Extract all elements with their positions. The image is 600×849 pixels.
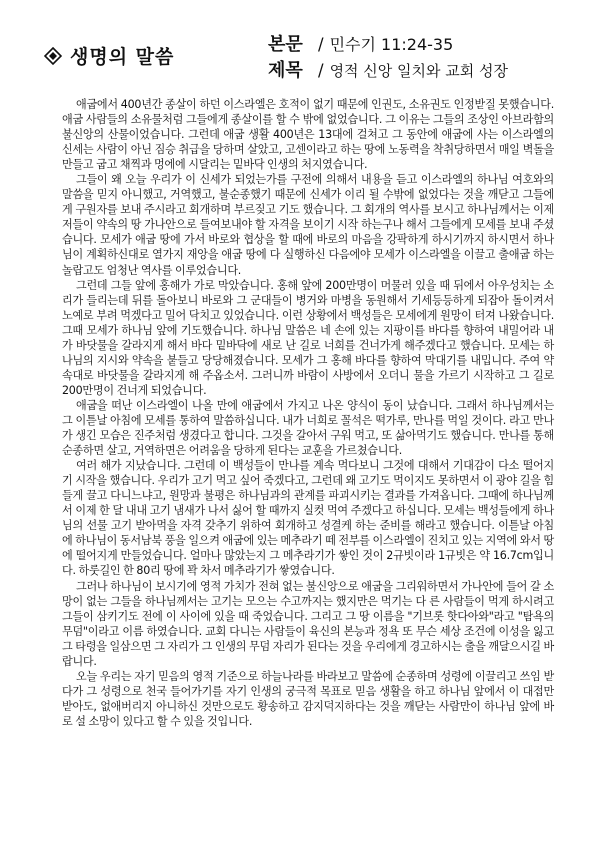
sermon-header (0, 0, 600, 90)
section-title-text: 생명의 말씀 (70, 46, 175, 68)
body-paragraph: 오늘 우리는 자기 믿음의 영적 기준으로 하늘나라를 바라보고 말씀에 순종하며 성령에 이끌리고 쓰임 받다가 그 성령으로 천국 들어가기를 자기 인생의 궁극적 목표로 믿음 생활을 하고 하나님 앞에서 이 대접만 받아도, 없애버리지 아니하신 것만으로도 황송하고 감지덕지하다는 것을 깨닫는 사람만이 하나님 앞에 바로 설 소망이 있다고 할 수 있을 것입니다. (62, 669, 554, 728)
passage-row (268, 32, 508, 58)
body-paragraph: 여러 해가 지났습니다. 그런데 이 백성들이 만나를 계속 먹다보니 그것에 대해서 기대감이 다소 떨어지기 시작을 했습니다. 우리가 고기 먹고 싶어 죽겠다고, 그런데 왜 고기도 먹이지도 못하면서 이 광야 길을 힘들게 끌고 다니느냐고, 원망과 불평은 하나님과의 관계를 파괴시키는 결과를 가져옵니다. 그때에 하나님께서 이제 한 달 내내 고기 냄새가 나서 싫어 할 때까지 실컷 먹여 주겠다고 하십니다. 모세는 백성들에게 하나님의 선물 고기 받아먹을 자격 갖추기 위하여 회개하고 성결케 하는 준비를 해라고 했습니다. 이튿날 아침에 하나님이 동서남북 풍을 일으켜 애굽에 있는 메추라기 떼 전부를 이스라엘이 진치고 있는 지역에 와서 땅에 떨어지게 만들었습니다. 얼마나 많았는지 그 메추라기가 쌓인 것이 2규빗이라 1규빗은 약 16.7cm입니다. 하룻길인 한 80리 땅에 꽉 차서 메추라기가 쌓였습니다. (62, 459, 554, 578)
sermon-body (62, 97, 554, 729)
body-paragraph: 그러나 하나님이 보시기에 영적 가치가 전혀 없는 불신앙으로 애굽을 그리워하면서 가나안에 들어 갈 소망이 없는 그들을 하나님께서는 고기는 모으는 수고까지는 했지만은 먹기는 다 른 사람들이 먹게 하시려고 그들이 삼키기도 전에 이 사이에 있을 때 죽었습니다. 그리고 그 땅 이름을 "기브롯 핫다아와"라고 "탐욕의 무덤"이라고 이름 하였습니다. 교회 다니는 사람들이 육신의 본능과 정욕 또 무슨 세상 조건에 이성을 잃고 그 타령을 일삼으면 그 자리가 그 인생의 무덤 자리가 된다는 것을 우리에게 경고하시는 출을 깨달으시길 바랍니다. (62, 579, 554, 668)
body-paragraph: 그런데 그들 앞에 홍해가 가로 막았습니다. 홍해 앞에 200만명이 머물러 있을 때 뒤에서 아우성치는 소리가 들리는데 뒤를 돌아보니 바로와 그 군대들이 병거와 마병을 동원해서 기세등등하게 되잡아 돌이켜서 노예로 부려 먹겠다고 밀어 닥치고 있었습니다. 이런 상황에서 백성들은 모세에게 원망이 터져 나왔습니다. 그때 모세가 하나님 앞에 기도했습니다. 하나님 말씀은 네 손에 있는 지팡이를 바다를 향하여 내밀어라 내가 바닷물을 갈라지게 해서 바다 밑바닥에 새로 난 길로 너희를 건너가게 해주겠다고 했습니다. 모세는 하나님의 지시와 약속을 붙들고 당당해졌습니다. 모세가 그 홍해 바다를 향하여 막대기를 내밉니다. 주여 약속대로 바닷물을 갈라지게 해 주옵소서. 그러니까 바람이 사방에서 오더니 물을 가르기 시작하고 그 길로 200만명이 건너게 되었습니다. (62, 278, 554, 397)
passage-separator: / (318, 35, 324, 54)
passage-value: 민수기 11:24-35 (329, 35, 454, 54)
body-paragraph: 애굽을 떠난 이스라엘이 나올 만에 애굽에서 가지고 나온 양식이 동이 났습니다. 그래서 하나님께서는 그 이튿날 아침에 모세를 통하여 말씀하십니다. 내가 너희로 꼴석은 떡가루, 만나를 먹일 것이다. 라고 만나가 생긴 모습은 진주처럼 생겼다고 합니다. 그것을 갈아서 구워 먹고, 또 삶아먹기도 했습니다. 만나를 통해 순종하면 살고, 거역하면은 어려움을 당하게 된다는 교훈을 가르쳤습니다. (62, 398, 554, 458)
section-title (44, 42, 174, 69)
body-paragraph: 그들이 왜 오늘 우리가 이 신세가 되었는가를 구전에 의해서 내용을 듣고 이스라엘의 하나님 여호와의 말씀을 믿지 아니했고, 거역했고, 불순종했기 때문에 신세가 이리 될 수밖에 없었다는 것을 깨닫고 그들에게 구원자를 보내 주시라고 회개하며 부르짖고 기도 했습니다. 그 회개의 역사를 보시고 하나님께서는 이제 저들이 약속의 땅 가나안으로 들여보내야 할 자격을 보이기 시작 하는구나 해서 그들에게 모세를 보내 주셨습니다. 모세가 애굽 땅에 가서 바로와 협상을 할 때에 바로의 마음을 강팍하게 하시기까지 하시면서 하나님이 계획하신대로 열가지 재앙을 애굽 땅에 다 실행하신 다음에야 모세가 이스라엘을 이끌고 출애굽 하는 놀랍고도 엄청난 역사를 이루었습니다. (62, 173, 554, 277)
title-separator: / (318, 61, 324, 80)
sermon-meta (268, 32, 508, 84)
title-label: 제목 (268, 60, 303, 81)
body-paragraph: 애굽에서 400년간 종살이 하던 이스라엘은 호적이 없기 때문에 인권도, 소유권도 인정받질 못했습니다. 애굽 사람들의 소유물처럼 그들에게 종살이를 할 수 밖에 없었습니다. 그 이유는 그들의 조상인 아브라함의 불신앙의 산물이었습니다. 그런데 애굽 생활 400년은 13대에 걸쳐고 그 동안에 애굽에 사는 이스라엘의 신세는 사람이 아닌 짐승 취급을 당하며 살았고, 고센이라고 하는 땅에 노동력을 착취당하면서 매일 벽돌을 만들고 굽고 채찍과 멍에에 시달리는 밑바닥 인생의 처지였습니다. (62, 98, 554, 172)
diamond-icon (44, 47, 62, 65)
passage-label: 본문 (268, 34, 303, 55)
title-row (268, 58, 508, 84)
sermon-title: 영적 신앙 일치와 교회 성장 (329, 62, 509, 80)
